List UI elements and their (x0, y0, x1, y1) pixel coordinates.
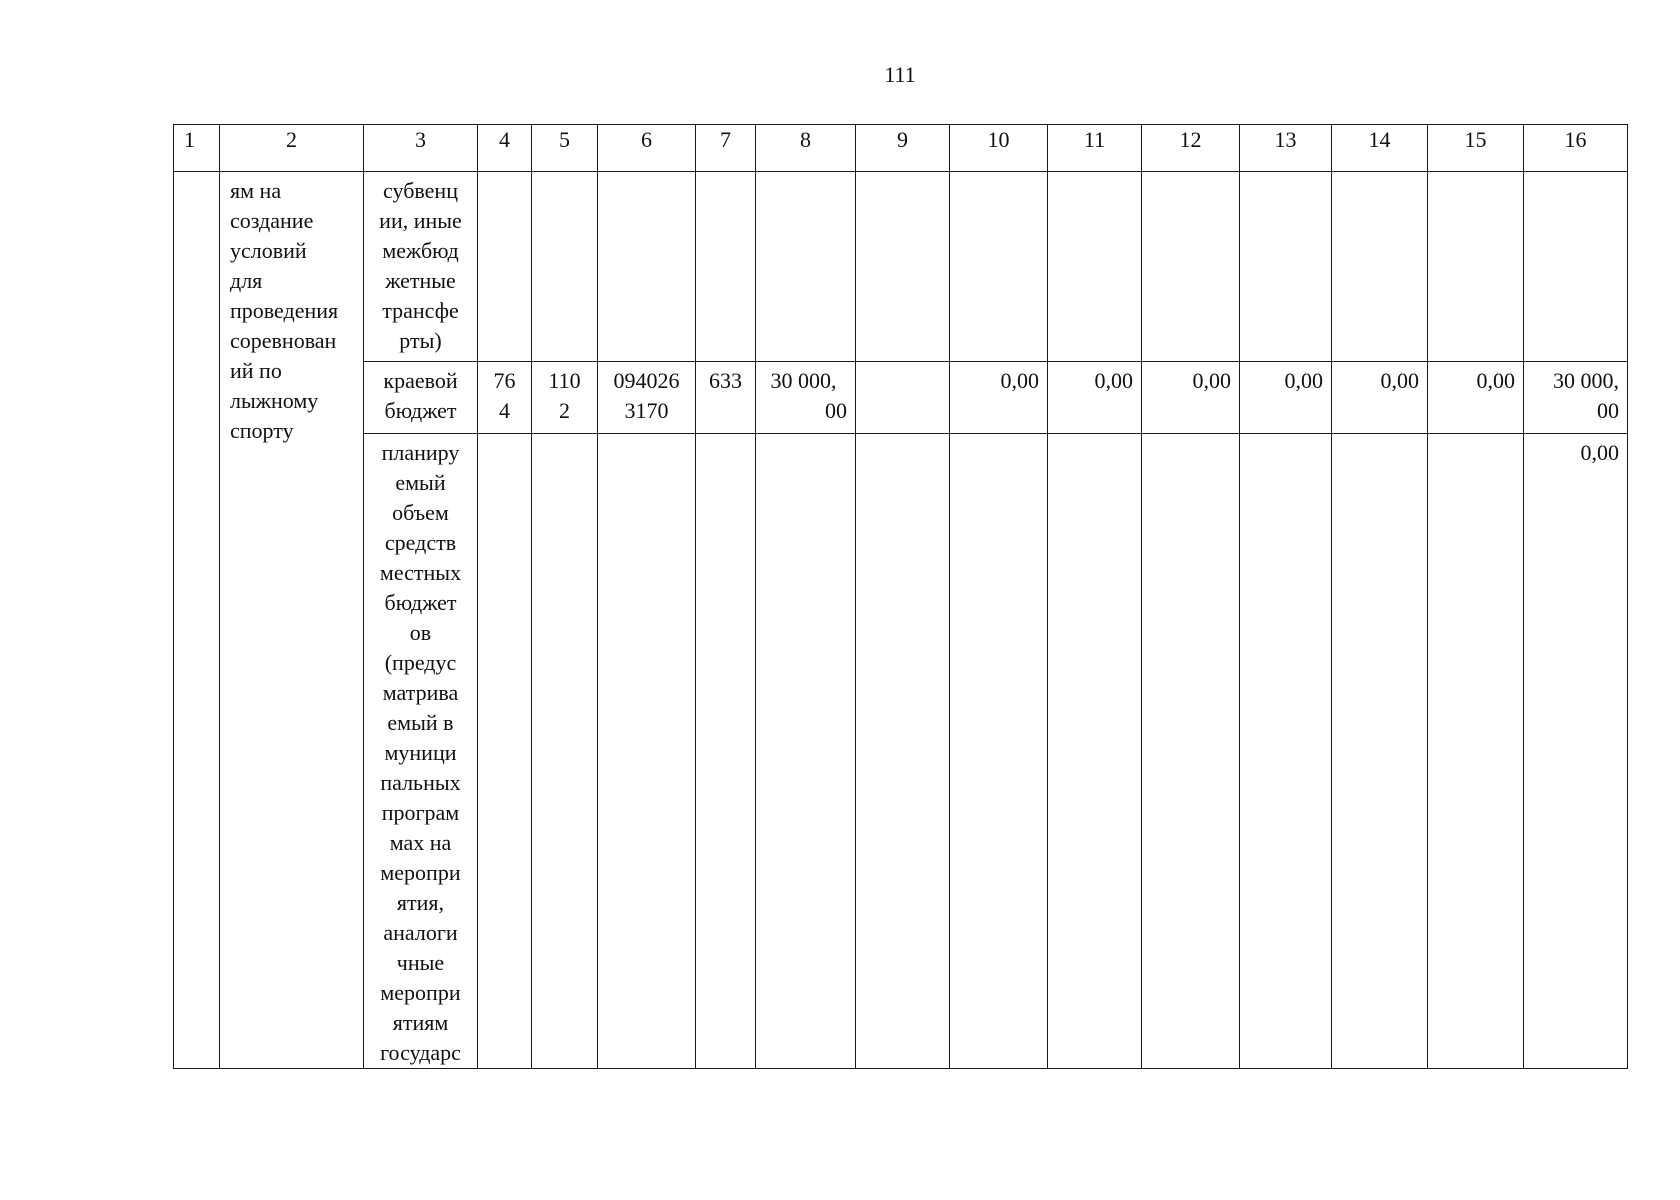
header-cell: 16 (1524, 125, 1628, 172)
text-line: 094026 (613, 368, 680, 393)
text-line: 30 000, (1553, 368, 1619, 393)
empty-cell (532, 172, 598, 362)
empty-cell (950, 434, 1048, 1069)
text-line: мах на (389, 830, 452, 855)
header-cell: 5 (532, 125, 598, 172)
text-line: трансфе (382, 298, 459, 323)
text-line: спорту (230, 418, 294, 443)
text-line: краевой (383, 368, 458, 393)
text-line: объем (392, 500, 449, 525)
text-line: чные (396, 950, 445, 975)
text-line: аналоги (383, 920, 458, 945)
section-code-cell (532, 362, 598, 434)
header-cell: 13 (1240, 125, 1332, 172)
empty-cell (1332, 172, 1428, 362)
header-cell: 10 (950, 125, 1048, 172)
empty-cell (1428, 434, 1524, 1069)
text-line: 00 (825, 398, 847, 423)
empty-cell (1428, 172, 1524, 362)
empty-cell (1240, 434, 1332, 1069)
header-cell: 4 (478, 125, 532, 172)
funding-source-cell (364, 362, 478, 434)
text-line: жетные (385, 268, 456, 293)
empty-cell (696, 172, 756, 362)
text-line: муници (384, 740, 457, 765)
empty-cell (1048, 434, 1142, 1069)
empty-cell (478, 434, 532, 1069)
header-cell: 2 (220, 125, 364, 172)
header-row (174, 125, 1628, 172)
amount-cell: 0,00 (1332, 362, 1428, 434)
text-line: 30 000, (770, 368, 837, 393)
text-line: (предус (384, 650, 457, 675)
text-line: програм (381, 800, 460, 825)
header-cell: 1 (174, 125, 220, 172)
amount-cell: 0,00 (1428, 362, 1524, 434)
funding-source-cell (364, 172, 478, 362)
text-line: 76 (493, 368, 516, 393)
amount-cell: 0,00 (1524, 434, 1628, 1069)
header-cell: 11 (1048, 125, 1142, 172)
empty-cell (856, 172, 950, 362)
page-number: 111 (884, 62, 916, 87)
text-line: ятия, (396, 890, 445, 915)
empty-cell (856, 362, 950, 434)
col1-cell (174, 172, 220, 1069)
text-line: соревнован (230, 328, 337, 353)
text-line: условий (230, 238, 307, 263)
empty-cell (532, 434, 598, 1069)
total-amount-cell (1524, 362, 1628, 434)
amount-cell: 0,00 (1048, 362, 1142, 434)
text-line: государс (380, 1040, 461, 1065)
empty-cell (1142, 172, 1240, 362)
text-line: меропри (380, 980, 461, 1005)
text-line: создание (230, 208, 314, 233)
text-line: бюджет (384, 398, 457, 423)
text-line: емый (395, 470, 446, 495)
table-row (174, 434, 1628, 1069)
header-cell: 8 (756, 125, 856, 172)
empty-cell (756, 434, 856, 1069)
empty-cell (1142, 434, 1240, 1069)
empty-cell (856, 434, 950, 1069)
empty-cell (598, 172, 696, 362)
empty-cell (1048, 172, 1142, 362)
text-line: 4 (499, 398, 510, 423)
table-row (174, 362, 1628, 434)
text-line: 00 (1597, 398, 1619, 423)
text-line: матрива (382, 680, 459, 705)
text-line: ов (409, 620, 432, 645)
text-line: пальных (380, 770, 461, 795)
text-line: средств (384, 530, 457, 555)
header-cell: 9 (856, 125, 950, 172)
text-line: бюджет (384, 590, 457, 615)
text-line: 110 (548, 368, 581, 393)
empty-cell (756, 172, 856, 362)
grbs-code-cell (478, 362, 532, 434)
empty-cell (950, 172, 1048, 362)
text-line: субвенц (383, 178, 458, 203)
header-cell: 6 (598, 125, 696, 172)
measure-name-cell (220, 172, 364, 1069)
table-row (174, 172, 1628, 362)
text-line: ии, иные (379, 208, 462, 233)
amount-cell: 0,00 (1142, 362, 1240, 434)
text-line: 3170 (624, 398, 669, 423)
text-line: планиру (381, 440, 460, 465)
header-cell: 14 (1332, 125, 1428, 172)
amount-cell: 0,00 (950, 362, 1048, 434)
empty-cell (696, 434, 756, 1069)
text-line: для (230, 268, 263, 293)
funding-source-cell (364, 434, 478, 1069)
target-article-cell (598, 362, 696, 434)
text-line: местных (379, 560, 462, 585)
empty-cell (1240, 172, 1332, 362)
text-line: ятиям (392, 1010, 449, 1035)
text-line: емый в (387, 710, 454, 735)
empty-cell (1332, 434, 1428, 1069)
text-line: 2 (559, 398, 570, 423)
amount-cell: 0,00 (1240, 362, 1332, 434)
header-cell: 15 (1428, 125, 1524, 172)
budget-table (173, 124, 1628, 1069)
text-line: ям на (230, 178, 282, 203)
expense-type-cell: 633 (696, 362, 756, 434)
empty-cell (478, 172, 532, 362)
text-line: межбюд (382, 238, 459, 263)
text-line: проведения (230, 298, 339, 323)
empty-cell (598, 434, 696, 1069)
text-line: лыжному (230, 388, 319, 413)
header-cell: 7 (696, 125, 756, 172)
text-line: меропри (380, 860, 461, 885)
header-cell: 12 (1142, 125, 1240, 172)
header-cell: 3 (364, 125, 478, 172)
empty-cell (1524, 172, 1628, 362)
text-line: ий по (230, 358, 282, 383)
text-line: рты) (399, 328, 442, 353)
amount-cell (756, 362, 856, 434)
